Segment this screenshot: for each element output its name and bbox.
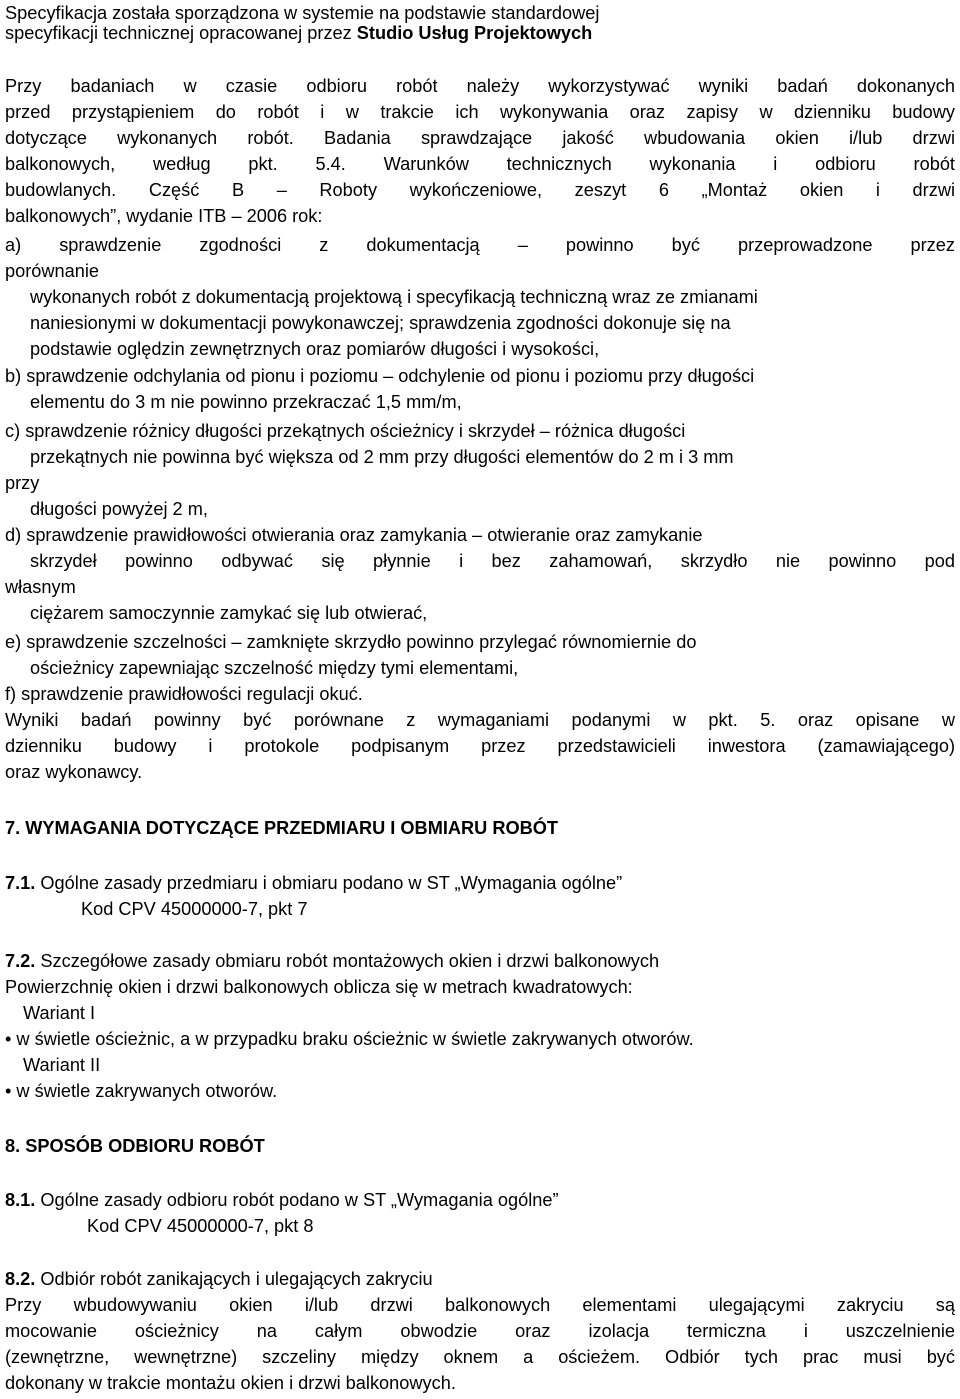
- list-item-a-cont: porównanie: [5, 261, 100, 281]
- para1-line: Przy badaniach w czasie odbioru robót należy wykorzystywać wyniki badań dokonanych: [5, 76, 955, 96]
- para1-line: dotyczące wykonanych robót. Badania sprawdzające jakość wbudowania okien i/lub drzwi: [5, 128, 955, 148]
- section-7-1-code: Kod CPV 45000000-7, pkt 7: [81, 899, 308, 919]
- variant-1-label: Wariant I: [23, 1003, 96, 1023]
- para2-line: Wyniki badań powinny być porównane z wymaganiami podanymi w pkt. 5. oraz opisane w: [5, 710, 955, 730]
- list-item-f: f) sprawdzenie prawidłowości regulacji okuć.: [5, 684, 363, 704]
- section-7-heading: 7. WYMAGANIA DOTYCZĄCE PRZEDMIARU I OBMIARU ROBÓT: [5, 818, 559, 838]
- list-item-d-cont: ciężarem samoczynnie zamykać się lub otwierać,: [30, 603, 428, 623]
- list-item-c-cont: długości powyżej 2 m,: [30, 499, 208, 519]
- intro-text: specyfikacji technicznej opracowanej przez: [5, 23, 357, 43]
- list-item-a-cont: wykonanych robót z dokumentacją projektową i specyfikacją techniczną wraz ze zmianami: [30, 287, 758, 307]
- section-8-2-line: dokonany w trakcie montażu okien i drzwi balkonowych.: [5, 1373, 456, 1393]
- section-7-2: [5, 948, 955, 974]
- para1-line: balkonowych, według pkt. 5.4. Warunków technicznych wykonania i odbioru robót: [5, 154, 955, 174]
- para2-line: dzienniku budowy i protokole podpisanym przez przedstawicieli inwestora (zamawiającego): [5, 736, 955, 756]
- intro-line-2: [5, 20, 955, 46]
- section-7-1-number: 7.1.: [5, 873, 36, 893]
- section-7-2-number: 7.2.: [5, 951, 36, 971]
- section-8-1-code: Kod CPV 45000000-7, pkt 8: [87, 1216, 314, 1236]
- list-item-c-cont: przekątnych nie powinna być większa od 2 mm przy długości elementów do 2 m i 3 mm: [30, 447, 734, 467]
- list-item-a: a) sprawdzenie zgodności z dokumentacją – powinno być przeprowadzone przez: [5, 235, 955, 255]
- section-7-2-title: Szczegółowe zasady obmiaru robót montażowych okien i drzwi balkonowych: [35, 951, 660, 971]
- section-8-2-line: mocowanie ościeżnicy na całym obwodzie oraz izolacja termiczna i uszczelnienie: [5, 1321, 955, 1341]
- variant-2-bullet: • w świetle zakrywanych otworów.: [5, 1081, 278, 1101]
- para2-line: oraz wykonawcy.: [5, 762, 143, 782]
- list-item-c: c) sprawdzenie różnicy długości przekątnych ościeżnicy i skrzydeł – różnica długości: [5, 421, 686, 441]
- section-8-2-title: Odbiór robót zanikających i ulegających zakryciu: [35, 1269, 433, 1289]
- section-8-1-title: Ogólne zasady odbioru robót podano w ST „Wymagania ogólne”: [35, 1190, 559, 1210]
- list-item-a-cont: naniesionymi w dokumentacji powykonawczej; sprawdzenia zgodności dokonuje się na: [30, 313, 731, 333]
- studio-name: Studio Usług Projektowych: [356, 23, 593, 43]
- variant-2-label: Wariant II: [23, 1055, 101, 1075]
- para1-line: budowlanych. Część B – Roboty wykończeniowe, zeszyt 6 „Montaż okien i drzwi: [5, 180, 955, 200]
- list-item-b: b) sprawdzenie odchylania od pionu i poziomu – odchylenie od pionu i poziomu przy długości: [5, 366, 755, 386]
- section-8-2: [5, 1266, 955, 1292]
- section-8-1: [5, 1187, 955, 1213]
- section-8-1-number: 8.1.: [5, 1190, 36, 1210]
- list-item-c-cont: przy: [5, 473, 40, 493]
- list-item-b-cont: elementu do 3 m nie powinno przekraczać 1,5 mm/m,: [30, 392, 462, 412]
- section-8-2-number: 8.2.: [5, 1269, 36, 1289]
- list-item-d: d) sprawdzenie prawidłowości otwierania oraz zamykania – otwieranie oraz zamykanie: [5, 525, 703, 545]
- section-7-1-title: Ogólne zasady przedmiaru i obmiaru podano w ST „Wymagania ogólne”: [35, 873, 623, 893]
- list-item-d-cont: własnym: [5, 577, 76, 597]
- section-7-2-text: Powierzchnię okien i drzwi balkonowych oblicza się w metrach kwadratowych:: [5, 977, 633, 997]
- intro-line-1: Specyfikacja została sporządzona w systemie na podstawie standardowej: [5, 3, 600, 23]
- section-7-1: [5, 870, 955, 896]
- section-8-heading: 8. SPOSÓB ODBIORU ROBÓT: [5, 1136, 265, 1156]
- list-item-d-cont: skrzydeł powinno odbywać się płynnie i bez zahamowań, skrzydło nie powinno pod: [30, 551, 955, 571]
- para1-line: przed przystąpieniem do robót i w trakcie ich wykonywania oraz zapisy w dzienniku budowy: [5, 102, 955, 122]
- list-item-e: e) sprawdzenie szczelności – zamknięte skrzydło powinno przylegać równomiernie do: [5, 632, 697, 652]
- variant-1-bullet: • w świetle ościeżnic, a w przypadku braku ościeżnic w świetle zakrywanych otworów.: [5, 1029, 694, 1049]
- list-item-e-cont: ościeżnicy zapewniając szczelność między tymi elementami,: [30, 658, 519, 678]
- section-8-2-line: Przy wbudowywaniu okien i/lub drzwi balkonowych elementami ulegającymi zakryciu są: [5, 1295, 955, 1315]
- section-8-2-line: (zewnętrzne, wewnętrzne) szczeliny między oknem a ościeżem. Odbiór tych prac musi być: [5, 1347, 955, 1367]
- list-item-a-cont: podstawie oględzin zewnętrznych oraz pomiarów długości i wysokości,: [30, 339, 600, 359]
- para1-line: balkonowych”, wydanie ITB – 2006 rok:: [5, 206, 323, 226]
